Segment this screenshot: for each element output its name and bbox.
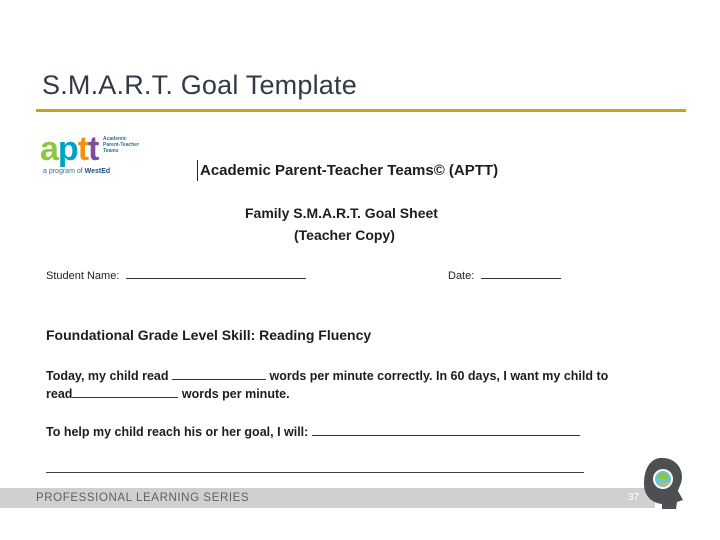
help-line [46, 425, 580, 439]
extra-answer-line [46, 472, 584, 473]
student-name-blank [126, 268, 306, 279]
goal-line2-part-b: words per minute. [181, 387, 290, 401]
goal-line-1 [46, 369, 608, 383]
logo-letter-a: a [40, 130, 58, 168]
logo-sub-brand: WestEd [84, 168, 111, 175]
logo-sub-prefix: a program of [43, 168, 83, 175]
goal-line1-part-c: In 60 days, [435, 369, 500, 383]
goal-line2-part-a: read [46, 387, 73, 401]
logo-wordmark: Academic Parent-Teacher Teams [103, 136, 140, 154]
date-blank [481, 268, 561, 279]
document-copy-label: (Teacher Copy) [294, 227, 395, 243]
document-heading: Academic Parent-Teacher Teams© (APTT) [200, 162, 499, 179]
date-field [448, 268, 561, 282]
date-label: Date: [448, 270, 475, 282]
help-plan-blank [312, 425, 580, 436]
page-number: 37 [628, 492, 640, 503]
goal-line-2 [46, 387, 290, 401]
text-cursor [197, 160, 198, 181]
help-line-text: To help my child reach his or her goal, I will: [46, 425, 309, 439]
target-wpm-blank [72, 387, 178, 398]
document-subheading: Family S.M.A.R.T. Goal Sheet [245, 205, 438, 221]
student-name-label: Student Name: [46, 270, 120, 282]
skill-heading: Foundational Grade Level Skill: Reading Fluency [46, 327, 372, 343]
footer-label: PROFESSIONAL LEARNING SERIES [36, 492, 250, 504]
logo-letter-t1: t [77, 130, 89, 168]
current-wpm-blank [172, 369, 266, 380]
head-profile-icon [638, 456, 686, 510]
slide-title: S.M.A.R.T. Goal Template [42, 70, 357, 100]
logo-letter-p: p [57, 130, 78, 168]
logo-letter-t2: t [88, 130, 99, 168]
goal-line1-part-b: words per minute correctly. [269, 369, 433, 383]
goal-line1-part-d: I want my child to [503, 369, 609, 383]
student-name-field [46, 268, 306, 282]
goal-line1-part-a: Today, my child read [46, 369, 169, 383]
